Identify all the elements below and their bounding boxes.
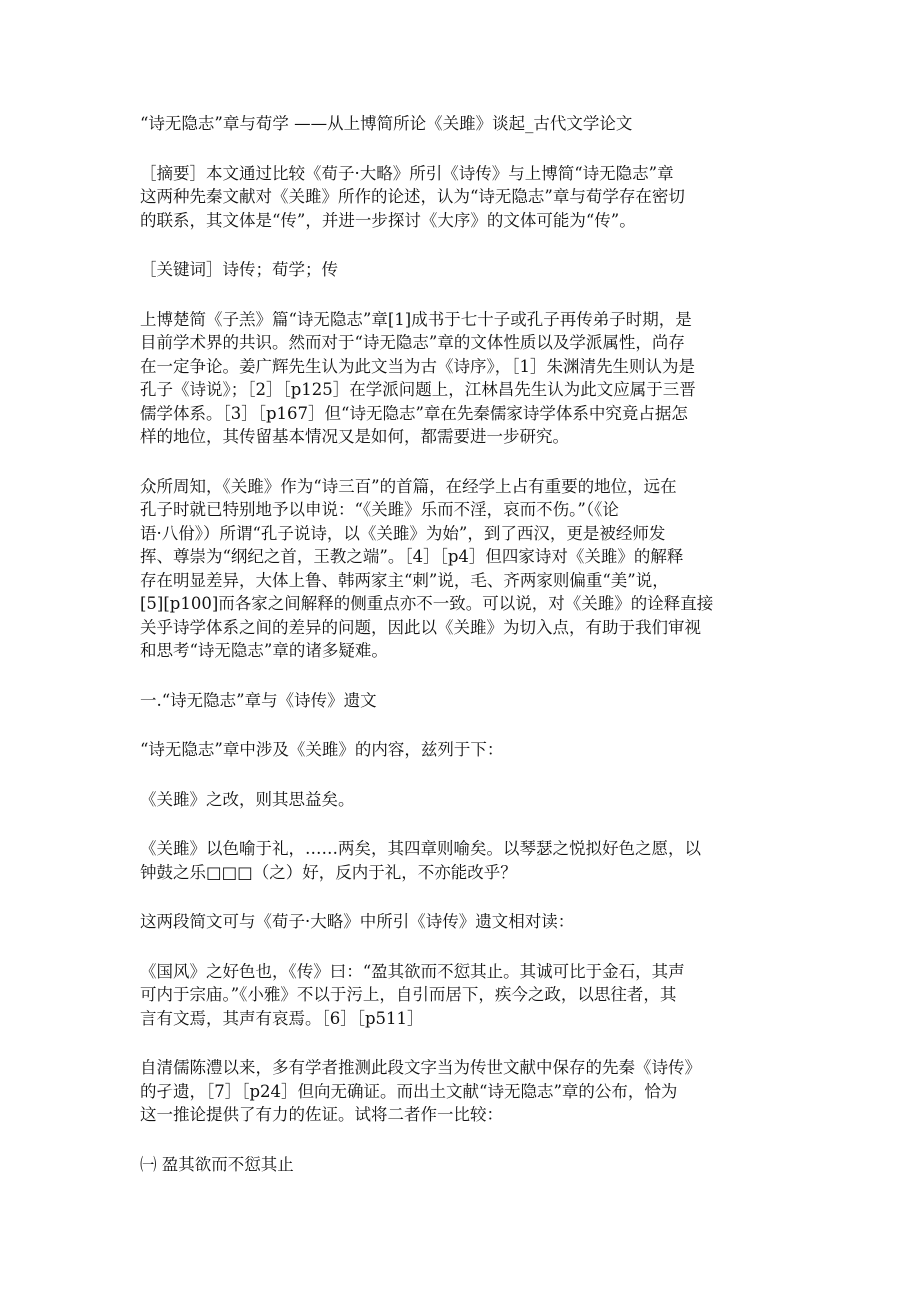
- text-line: 一.“诗无隐志”章与《诗传》遗文: [140, 690, 377, 710]
- text-line: ㈠ 盈其欲而不愆其止: [140, 1154, 294, 1174]
- text-line: 《国风》之好色也，《传》曰：“盈其欲而不愆其止。其诚可比于金石，其声: [140, 961, 685, 981]
- paragraph: [140, 738, 780, 762]
- paragraph: [140, 162, 780, 233]
- text-line: 在一定争论。姜广辉先生认为此文当为古《诗序》，［1］朱渊清先生则认为是: [140, 356, 695, 376]
- paragraph: [140, 960, 780, 1031]
- paragraph: [140, 1056, 780, 1127]
- text-line: ［摘要］本文通过比较《荀子·大略》所引《诗传》与上博简“诗无隐志”章: [140, 163, 674, 183]
- text-line: 语·八佾》）所谓“孔子说诗，以《关雎》为始”，到了西汉，更是被经师发: [140, 523, 666, 543]
- document-body: [140, 162, 780, 1177]
- text-line: 孔子《诗说》；［2］［p125］在学派问题上，江林昌先生认为此文应属于三晋: [140, 380, 696, 399]
- text-line: 和思考“诗无隐志”章的诸多疑难。: [140, 641, 388, 660]
- text-line: 的孑遗，［7］［p24］但向无确证。而出土文献“诗无隐志”章的公布，恰为: [140, 1081, 678, 1101]
- text-line: 的联系，其文体是“传”，并进一步探讨《大序》的文体可能为“传”。: [140, 210, 636, 230]
- text-line: 存在明显差异，大体上鲁、韩两家主“刺”说，毛、齐两家则偏重“美”说，: [140, 570, 669, 590]
- text-line: 这两段简文可与《荀子·大略》中所引《诗传》遗文相对读：: [140, 912, 575, 931]
- text-line: 《关雎》以色喻于礼，……两矣，其四章则喻矣。以琴瑟之悦拟好色之愿，以: [140, 839, 701, 858]
- text-line: [5][p100]而各家之间解释的侧重点亦不一致。可以说，对《关雎》的诠释直接: [140, 594, 714, 613]
- document-title: [140, 112, 780, 136]
- document-page: [140, 112, 780, 1202]
- paragraph: [140, 1153, 780, 1177]
- text-line: 这一推论提供了有力的佐证。试将二者作一比较：: [140, 1105, 503, 1124]
- text-line: “诗无隐志”章中涉及《关雎》的内容，兹列于下：: [140, 740, 504, 759]
- text-line: 钟鼓之乐□□□（之）好，反内于礼，不亦能改乎？: [140, 862, 517, 882]
- paragraph: [140, 475, 780, 663]
- text-line: 可内于宗庙。”《小雅》不以于污上，自引而居下，疾今之政，以思往者，其: [140, 985, 677, 1004]
- text-line: 众所周知，《关雎》作为“诗三百”的首篇，在经学上占有重要的地位，远在: [140, 476, 677, 496]
- text-line: 孔子时就已特别地予以申说：“《关雎》乐而不淫，哀而不伤。”（《论: [140, 500, 619, 519]
- paragraph: [140, 258, 780, 282]
- text-line: 挥、尊崇为“纲纪之首，王教之端”。［4］［p4］但四家诗对《关雎》的解释: [140, 547, 684, 566]
- paragraph: [140, 910, 780, 934]
- paragraph: [140, 308, 780, 449]
- text-line: 《关雎》之改，则其思益矣。: [140, 789, 355, 809]
- text-line: 关乎诗学体系之间的差异的问题，因此以《关雎》为切入点，有助于我们审视: [140, 617, 701, 637]
- text-line: ［关键词］诗传；荀学；传: [140, 260, 338, 279]
- text-line: 上博楚简《子羔》篇“诗无隐志”章[1]成书于七十子或孔子再传弟子时期，是: [140, 309, 692, 329]
- paragraph: [140, 837, 780, 884]
- text-line: 自清儒陈澧以来，多有学者推测此段文字当为传世文献中保存的先秦《诗传》: [140, 1058, 701, 1077]
- text-line: 儒学体系。［3］［p167］但“诗无隐志”章在先秦儒家诗学体系中究竟占据怎: [140, 403, 688, 423]
- text-line: 言有文焉，其声有哀焉。［6］［p511］: [140, 1008, 424, 1028]
- text-line: 目前学术界的共识。然而对于“诗无隐志”章的文体性质以及学派属性，尚存: [140, 333, 685, 352]
- paragraph: [140, 788, 780, 812]
- text-line: “诗无隐志”章与荀学 ——从上博简所论《关雎》谈起_古代文学论文: [140, 114, 633, 133]
- text-line: 这两种先秦文献对《关雎》所作的论述，认为“诗无隐志”章与荀学存在密切: [140, 187, 685, 206]
- paragraph: [140, 689, 780, 713]
- text-line: 样的地位，其传留基本情况又是如何，都需要进一步研究。: [140, 427, 569, 446]
